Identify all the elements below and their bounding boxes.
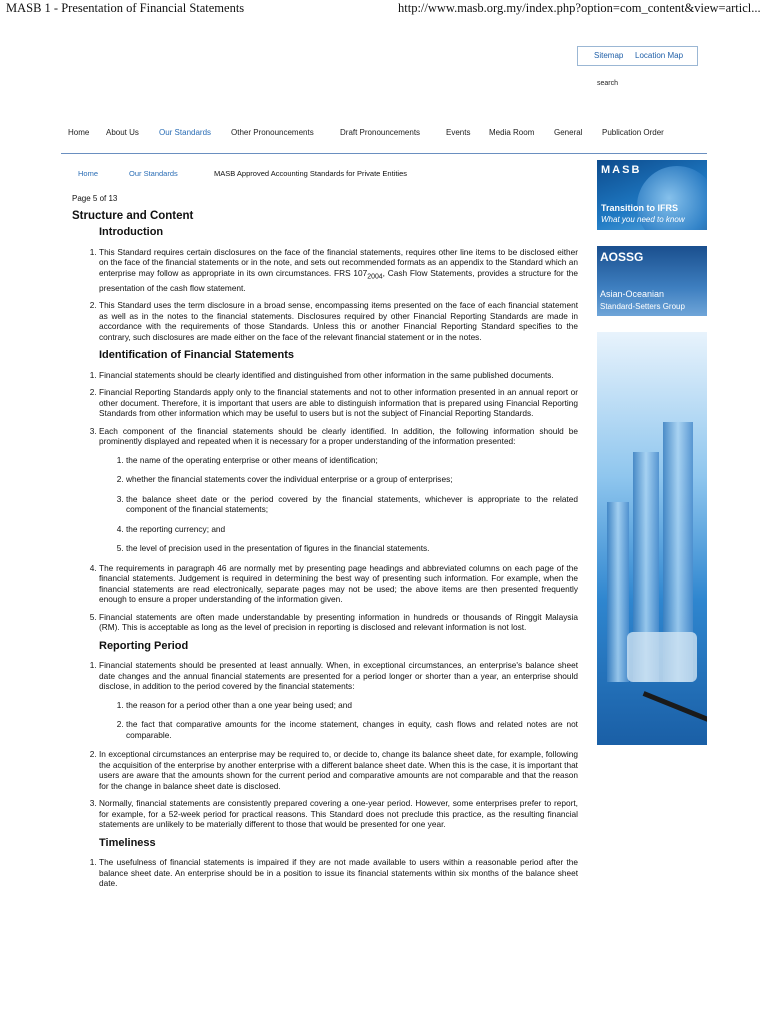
sublist-item: 5. the level of precision used in the presentation of figures in the financial statements. — [126, 543, 578, 554]
masb-ifrs-banner[interactable] — [597, 160, 707, 230]
sublist-item: 2. whether the financial statements cover the individual enterprise or a group of enterprises; — [126, 474, 578, 485]
list-item: 4. The requirements in paragraph 46 are normally met by presenting page headings and abbreviated columns on each page of the financial statements. Judgement is required in determining the best way of presenting such information. For example, when the financial statements are read electronically, separate pages may not be used; the above items are then presented frequently enough to ensure a proper understanding of the information given. — [99, 563, 578, 605]
banner-subtitle: What you need to know — [601, 215, 685, 224]
aossg-logo: AOSSG — [600, 250, 644, 264]
city-finance-image — [597, 332, 707, 745]
nav-general[interactable]: General — [554, 128, 583, 137]
page-indicator: Page 5 of 13 — [72, 194, 118, 203]
nav-about[interactable]: About Us — [106, 128, 139, 137]
list-item: 3. Normally, financial statements are consistently prepared covering a one-year period. However, some enterprises prefer to report, for example, for a 52-week period for practical reasons. This Standard does not preclude this practice, as the resulting financial statements are unlikely to be materially different to those that would be presented for one year. — [99, 798, 578, 830]
aossg-banner[interactable] — [597, 246, 707, 316]
identification-list — [72, 370, 578, 633]
list-item: 5. Financial statements are often made understandable by presenting information in hundreds or thousands of Ringgit Malaysia (RM). This is acceptable as long as the level of precision in reporting is disclosed and relevant information is not lost. — [99, 612, 578, 633]
heading-identification: Identification of Financial Statements — [99, 349, 294, 362]
sublist-item: 1. the name of the operating enterprise or other means of identification; — [126, 455, 578, 466]
breadcrumb-current: MASB Approved Accounting Standards for Private Entities — [214, 169, 408, 178]
top-links-box — [577, 46, 698, 66]
print-url: http://www.masb.org.my/index.php?option=com_content&view=articl... — [398, 1, 761, 15]
list-item: 1. Financial statements should be clearly identified and distinguished from other information in the same published documents. — [99, 370, 578, 381]
list-item: 3. Each component of the financial statements should be clearly identified. In addition, the following information should be prominently displayed and repeated when it is necessary for a proper understanding of the information presented: 1. the name of the operating enterprise or other means of identification; 2. whether the financial statements cover the individual enterprise or a group of enterprises; 3. the balance sheet date or the period covered by the financial statements, whichever is appropriate to the related component of the financial statements; 4. the reporting currency; and 5. the level of precision used in the presentation of figures in the financial statements. — [99, 426, 578, 554]
sidebar-banners — [597, 160, 707, 761]
list-item: 2. This Standard uses the term disclosure in a broad sense, encompassing items presented on the face of each financial statement as well as in the notes to the financial statements. Disclosures required by other Financial Reporting Standards are made in accordance with the requirements of those Standards. Unless this or another Financial Reporting Standard specifies to the contrary, such disclosures are made either on the face of the relevant financial statement or in the notes. — [99, 300, 578, 342]
list-item: 2. In exceptional circumstances an enterprise may be required to, or decide to, change its balance sheet date, for example, following the acquisition of the enterprise by another enterprise with a different balance sheet date. When this is the case, it is important that users are aware that the amounts shown for the current period and comparative amounts are not comparable and that the reason for the change in balance sheet date is disclosed. — [99, 749, 578, 791]
heading-timeliness: Timeliness — [99, 836, 156, 849]
calculator-graphic — [627, 632, 697, 682]
timeliness-list — [72, 857, 578, 889]
sublist-item: 1. the reason for a period other than a one year being used; and — [126, 700, 578, 711]
list-item: 1. Financial statements should be presented at least annually. When, in exceptional circumstances, an enterprise's balance sheet date changes and the annual financial statements are presented for a period longer or shorter than a year, an enterprise should disclose, in addition to the period covered by the financial statements: 1. the reason for a period other than a one year being used; and 2. the fact that comparative amounts for the income statement, changes in equity, cash flows and related notes are not comparable. — [99, 660, 578, 740]
masb-logo: MASB — [601, 164, 642, 176]
location-map-link[interactable]: Location Map — [635, 51, 684, 60]
nav-media-room[interactable]: Media Room — [489, 128, 535, 137]
heading-reporting-period: Reporting Period — [99, 639, 189, 652]
print-header — [0, 0, 768, 18]
nav-our-standards[interactable]: Our Standards — [159, 128, 212, 137]
breadcrumb-home[interactable]: Home — [78, 169, 99, 178]
section-title: Structure and Content — [72, 209, 194, 222]
identification-sublist — [99, 455, 578, 554]
list-item: 2. Financial Reporting Standards apply only to the financial statements and not to other information presented in an annual report or other document. Therefore, it is important that users are able to distinguish information that is prepared using Financial Reporting Standards from other information which may be useful to users but is not the subject of Financial Reporting Standards. — [99, 387, 578, 419]
nav-events[interactable]: Events — [446, 128, 471, 137]
nav-home[interactable]: Home — [68, 128, 90, 137]
introduction-list — [72, 247, 578, 343]
article-content — [72, 194, 578, 897]
list-item: 1. The usefulness of financial statements is impaired if they are not made available to users within a reasonable period after the balance sheet date. An enterprise should be in a position to issue its financial statements within six months of the balance sheet date. — [99, 857, 578, 889]
nav-draft-pronouncements[interactable]: Draft Pronouncements — [340, 128, 421, 137]
list-item: 1. This Standard requires certain disclosures on the face of the financial statements, requires other line items to be disclosed either on the face of the financial statements or in the note, and sets out recommended formats as an appendix to the Standard which an enterprise may follow as appropriate in its own circumstances. FRS $107_{2004}$, Cash Flow Statements, provides a structure for the presentation of the cash flow statement. — [99, 247, 578, 294]
reporting-period-sublist — [99, 700, 578, 741]
building-graphic — [607, 502, 629, 682]
breadcrumb-our-standards[interactable]: Our Standards — [129, 169, 178, 178]
sublist-item: 4. the reporting currency; and — [126, 524, 578, 535]
pen-graphic — [643, 691, 707, 722]
nav-publication-order[interactable]: Publication Order — [602, 128, 664, 137]
nav-other-pronouncements[interactable]: Other Pronouncements — [231, 128, 314, 137]
sublist-item: 2. the fact that comparative amounts for the income statement, changes in equity, cash flows and related notes are not comparable. — [126, 719, 578, 740]
print-title: MASB 1 - Presentation of Financial Statements — [6, 1, 245, 15]
banner-title: Transition to IFRS — [601, 203, 679, 213]
sublist-item: 3. the balance sheet date or the period covered by the financial statements, whichever is appropriate to the related component of the financial statements; — [126, 494, 578, 515]
banner-title: Asian-Oceanian — [600, 289, 665, 299]
sitemap-link[interactable]: Sitemap — [594, 51, 624, 60]
banner-subtitle: Standard-Setters Group — [600, 302, 685, 311]
nav-divider — [61, 153, 707, 154]
search-label[interactable]: search — [597, 80, 619, 87]
heading-introduction: Introduction — [99, 226, 164, 238]
reporting-period-list — [72, 660, 578, 830]
